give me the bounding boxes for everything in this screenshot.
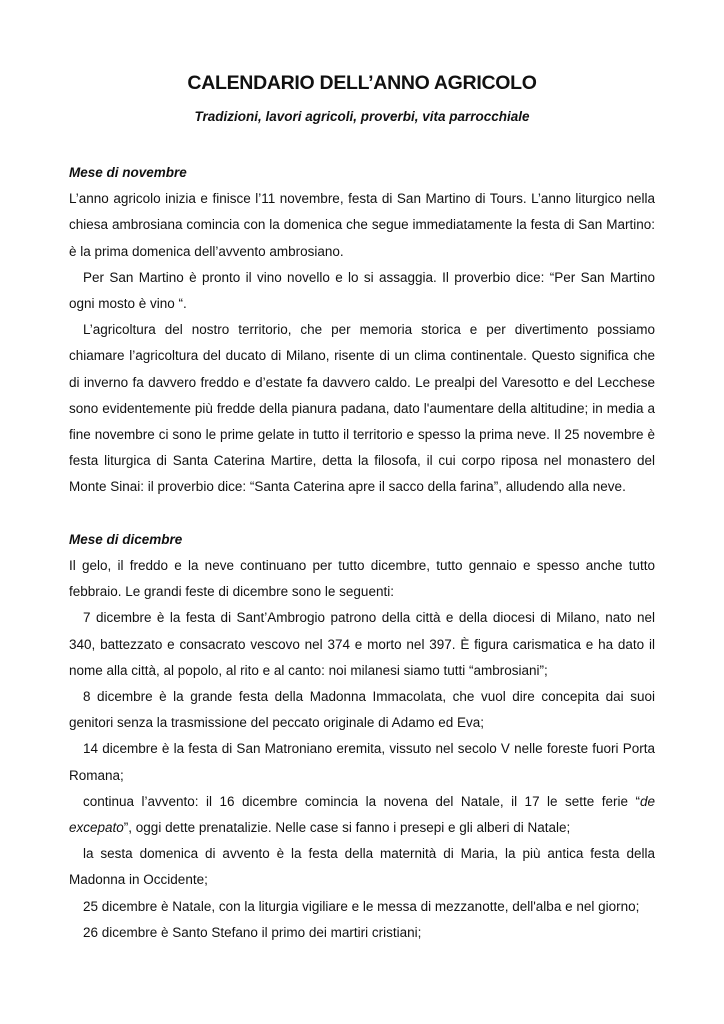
paragraph: Per San Martino è pronto il vino novello e lo si assaggia. Il proverbio dice: “Per San Martino ogni mosto è vino “. bbox=[69, 269, 655, 312]
document-subtitle: Tradizioni, lavori agricoli, proverbi, vita parrocchiale bbox=[194, 109, 530, 124]
paragraph-avvento bbox=[69, 789, 655, 841]
paragraph: 26 dicembre è Santo Stefano il primo dei martiri cristiani; bbox=[83, 924, 422, 940]
paragraph: la sesta domenica di avvento è la festa della maternità di Maria, la più antica festa della Madonna in Occidente; bbox=[69, 846, 655, 888]
paragraph: 7 dicembre è la festa di Sant’Ambrogio patrono della città e della diocesi di Milano, nato nel 340, battezzato e consacrato vescovo nel 374 e morto nel 397. È figura carismatica e ha dato il nome alla città, al popolo, al rito e al canto: noi milanesi siamo tutti “ambrosiani”; bbox=[69, 610, 655, 678]
document-body bbox=[69, 160, 655, 946]
section-heading-dicembre: Mese di dicembre bbox=[69, 531, 183, 547]
paragraph: L’agricoltura del nostro territorio, che per memoria storica e per divertimento possiamo chiamare l’agricoltura del ducato di Milano, risente di un clima continentale. Questo significa che di inverno fa davvero freddo e d’estate fa davvero caldo. Le prealpi del Varesotto e del Lecchese sono evidentemente più fredde della pianura padana, dato l'aumentare della altitudine; in media a fine novembre ci sono le prime gelate in tutto il territorio e spesso la prima neve. Il 25 novembre è festa liturgica di Santa Caterina Martire, detta la filosofa, il cui corpo riposa nel monastero del Monte Sinai: il proverbio dice: “Santa Caterina apre il sacco della farina”, alludendo alla neve. bbox=[69, 322, 655, 495]
paragraph-avvento-end: ”, oggi dette prenatalizie. Nelle case si fanno i presepi e gli alberi di Natale; bbox=[123, 820, 571, 836]
paragraph-avvento-start: continua l’avvento: il 16 dicembre comincia la novena del Natale, il 17 le sette ferie “ bbox=[83, 793, 640, 809]
paragraph: 14 dicembre è la festa di San Matroniano eremita, vissuto nel secolo V nelle foreste fuori Porta Romana; bbox=[69, 741, 655, 783]
paragraph: 8 dicembre è la grande festa della Madonna Immacolata, che vuol dire concepita dai suoi genitori senza la trasmissione del peccato originale di Adamo ed Eva; bbox=[69, 689, 655, 731]
document-title: CALENDARIO DELL’ANNO AGRICOLO bbox=[187, 72, 537, 94]
section-heading-novembre: Mese di novembre bbox=[69, 165, 187, 180]
section-spacer bbox=[69, 501, 655, 527]
paragraph-avvento-italic: de excepato bbox=[69, 793, 655, 836]
paragraph: 25 dicembre è Natale, con la liturgia vigiliare e le messa di mezzanotte, dell'alba e nel giorno; bbox=[83, 898, 640, 914]
paragraph: L’anno agricolo inizia e finisce l’11 novembre, festa di San Martino di Tours. L’anno liturgico nella chiesa ambrosiana comincia con la domenica che segue immediatamente la festa di San Martino: è la prima domenica dell’avvento ambrosiano. bbox=[69, 191, 655, 259]
paragraph: Il gelo, il freddo e la neve continuano per tutto dicembre, tutto gennaio e spesso anche tutto febbraio. Le grandi feste di dicembre sono le seguenti: bbox=[69, 558, 655, 600]
